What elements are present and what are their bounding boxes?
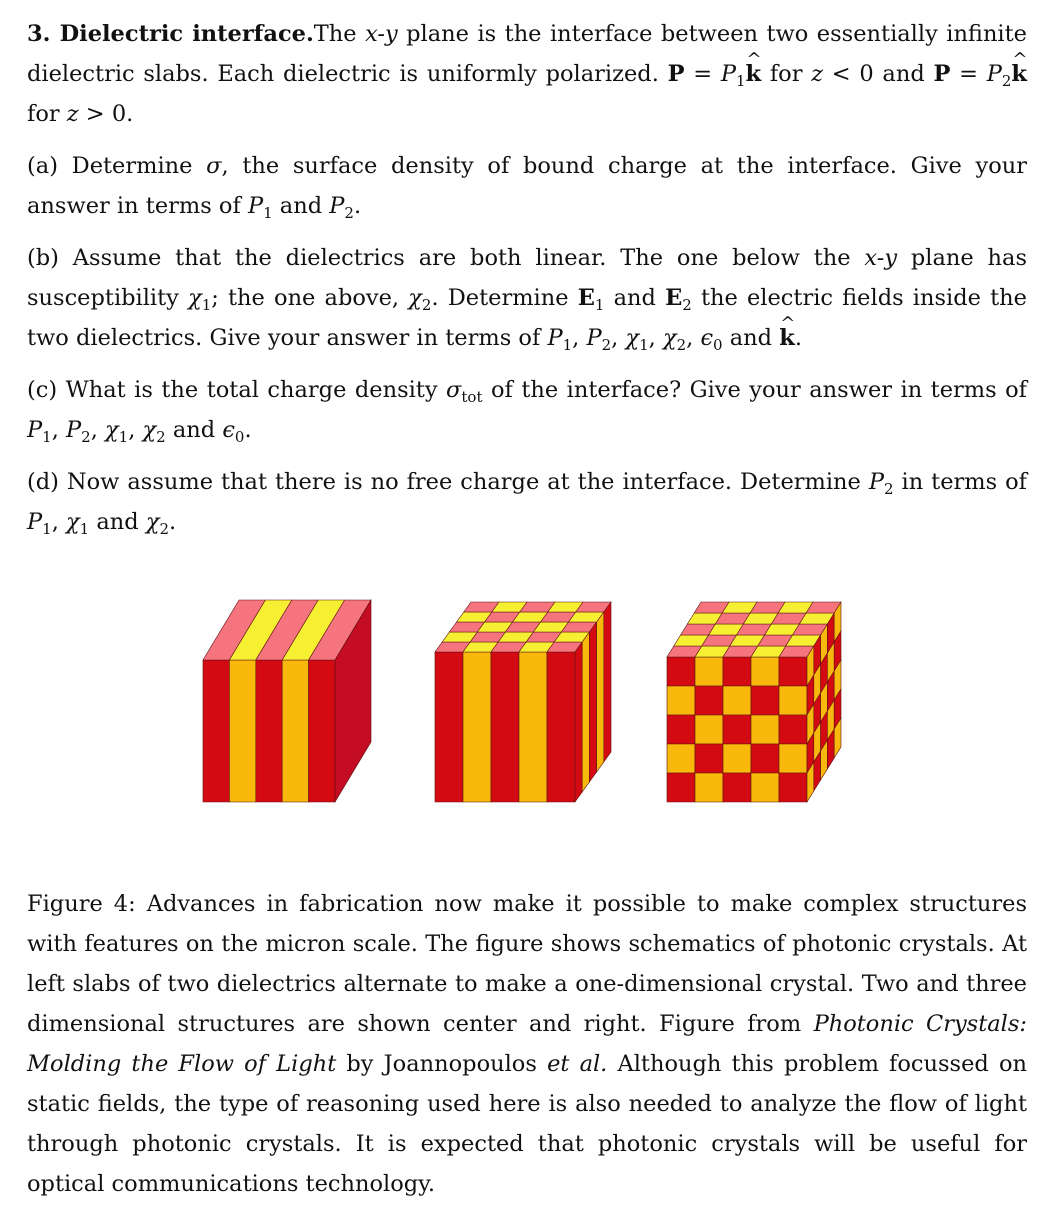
front-cell [695, 657, 723, 686]
front-cell [695, 715, 723, 744]
front-cell [779, 744, 807, 773]
side-cell [575, 642, 582, 802]
front-cell [779, 773, 807, 802]
front-cell [723, 657, 751, 686]
front-cell [282, 660, 308, 802]
front-cell [751, 686, 779, 715]
side-cell [604, 602, 611, 762]
photonic-crystal-figure [195, 592, 865, 812]
front-cell [519, 652, 547, 802]
front-cell [723, 744, 751, 773]
front-cell [256, 660, 282, 802]
front-cell [667, 773, 695, 802]
side-cell [582, 632, 589, 792]
front-cell [723, 715, 751, 744]
front-cell [667, 744, 695, 773]
front-cell [751, 657, 779, 686]
front-cell [751, 744, 779, 773]
part-b: (b) Assume that the dielectrics are both linear. The one below the x-y plane has susceptibility $\chi_1$; the one above, $\chi_2$. Determine $E_1$ and $E_2$ the electric fields inside the two dielectrics. Give your answer in terms of $P_1$, $P_2$, $\chi_1$, $\chi_2$, $\epsilon_0$ and ^ k. [27, 238, 1027, 358]
front-cell [491, 652, 519, 802]
crystal-1d-cube [203, 600, 371, 802]
part-a: (a) Determine σ, the surface density of bound charge at the interface. Give your answer in terms of $P_1$ and $P_2$. [27, 153, 1027, 222]
front-cell [547, 652, 575, 802]
crystal-3d-cube [667, 602, 841, 802]
front-cell [779, 715, 807, 744]
part-c: (c) What is the total charge density $\sigma_{tot}$ of the interface? Give your answer in terms of $P_1$, $P_2$, $\chi_1$, $\chi_2$ and $\epsilon_0$. [27, 377, 1028, 446]
front-cell [463, 652, 491, 802]
front-cell [751, 773, 779, 802]
side-cell [589, 622, 596, 782]
part-d: (d) Now assume that there is no free charge at the interface. Determine $P_2$ in terms of $P_1$, $\chi_1$ and $\chi_2$. [27, 469, 1028, 538]
problem-statement: 3. Dielectric interface.The x-y plane is the interface between two essentially infinite dielectric slabs. Each dielectric is uniformly polarized. $P = P_1\^{}$ k for z < 0 and $P = P_2\^{}$ k for z > 0. [27, 14, 1027, 134]
problem-title: 3. Dielectric interface. [27, 21, 314, 47]
front-cell [203, 660, 229, 802]
front-cell [723, 773, 751, 802]
front-cell [667, 715, 695, 744]
side-cell [597, 612, 604, 772]
front-cell [695, 686, 723, 715]
front-cell [779, 686, 807, 715]
front-cell [695, 744, 723, 773]
front-cell [309, 660, 335, 802]
figure-caption: Figure 4: Advances in fabrication now make it possible to make complex structures with features on the micron scale. The figure shows schematics of photonic crystals. At left slabs of two dielectrics alternate to make a one-dimensional crystal. Two and three dimensional structures are shown center and right. Figure from Photonic Crystals: Molding the Flow of Light by Joannopoulos et al. Although this problem focussed on static fields, the type of reasoning used here is also needed to analyze the flow of light through photonic crystals. It is expected that photonic crystals will be useful for optical communications technology. [27, 891, 1028, 1197]
front-cell [229, 660, 255, 802]
front-cell [723, 686, 751, 715]
front-cell [667, 686, 695, 715]
front-cell [751, 715, 779, 744]
problem-text [27, 14, 1027, 554]
front-cell [779, 657, 807, 686]
crystal-2d-cube [435, 602, 611, 802]
book-title: Photonic Crystals: Molding the Flow of Light [27, 1011, 1028, 1077]
front-cell [667, 657, 695, 686]
front-cell [695, 773, 723, 802]
front-cell [435, 652, 463, 802]
